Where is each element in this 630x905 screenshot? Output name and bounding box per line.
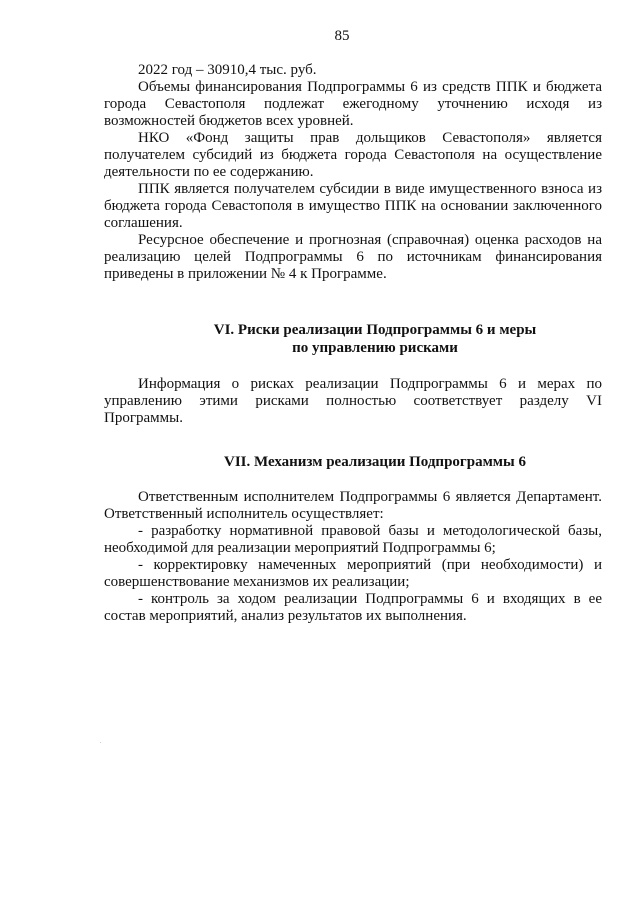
section-6-heading-line2: по управлению рисками xyxy=(292,340,458,356)
paragraph-2022-amount: 2022 год – 30910,4 тыс. руб. xyxy=(138,62,317,78)
section-6-heading-line1: VI. Риски реализации Подпрограммы 6 и меры xyxy=(213,322,537,338)
page-number: 85 xyxy=(334,28,350,44)
list-item-regulatory-base: - разработку нормативной правовой базы и методологической базы, необходимой для реализации мероприятий Подпрограммы 6; xyxy=(104,523,602,556)
financing-block xyxy=(104,62,602,283)
section-7-heading xyxy=(104,453,602,471)
paragraph-responsible-executor: Ответственным исполнителем Подпрограммы 6 является Департамент. Ответственный исполнитель осуществляет: xyxy=(104,489,602,522)
paragraph-risks-info: Информация о рисках реализации Подпрограммы 6 и мерах по управлению этими рисками полностью соответствует разделу VI Программы. xyxy=(104,376,602,426)
section-7-body xyxy=(104,489,602,625)
list-item-adjustment: - корректировку намеченных мероприятий (при необходимости) и совершенствование механизмов их реализации; xyxy=(104,557,602,590)
section-6-heading xyxy=(104,321,602,357)
paragraph-ppk-subsidy: ППК является получателем субсидии в виде имущественного взноса из бюджета города Севастополя в имущество ППК на основании заключенного соглашения. xyxy=(104,181,602,231)
list-item-control: - контроль за ходом реализации Подпрограммы 6 и входящих в ее состав мероприятий, анализ результатов их выполнения. xyxy=(104,591,602,624)
section-6-body xyxy=(104,376,602,427)
paragraph-nko-subsidies: НКО «Фонд защиты прав дольщиков Севастополя» является получателем субсидий из бюджета города Севастополя на осуществление деятельности по ее содержанию. xyxy=(104,130,602,180)
section-7-heading-text: VII. Механизм реализации Подпрограммы 6 xyxy=(224,454,526,470)
paragraph-resource-provision: Ресурсное обеспечение и прогнозная (справочная) оценка расходов на реализацию целей Подпрограммы 6 по источникам финансирования приведены в приложении № 4 к Программе. xyxy=(104,232,602,282)
scan-artifact xyxy=(100,742,101,743)
paragraph-financing-volumes: Объемы финансирования Подпрограммы 6 из средств ППК и бюджета города Севастополя подлежат ежегодному уточнению исходя из возможностей бюджетов всех уровней. xyxy=(104,79,602,129)
